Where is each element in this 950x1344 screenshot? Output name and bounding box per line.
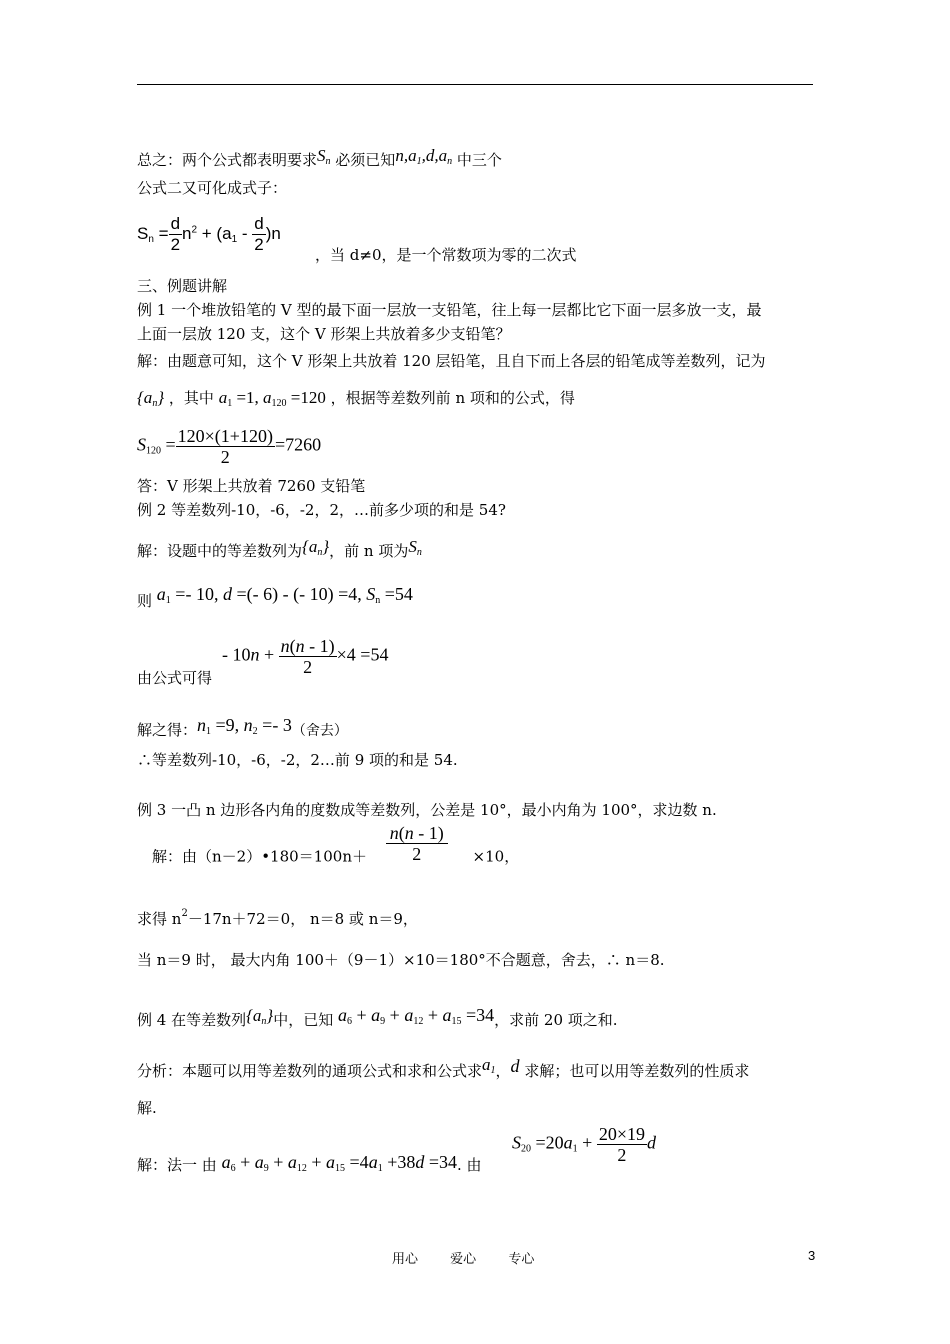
math-seq-an: $\{a_n\}$	[137, 388, 165, 409]
ex1-line1: 例 1 一个堆放铅笔的 V 型的最下面一层放一支铅笔，往上每一层都比它下面一层多放一支，最	[137, 301, 762, 319]
math-method1-eq: $a_6 + a_9 + a_{12} + a_{15} =4a_1 +38d =34$	[221, 1152, 457, 1174]
math-seq-an-3: $\{a_n\}$	[246, 1006, 274, 1027]
math-s20: $S_{20} =20a_1$ + $\frac{20\times 19}{2}$ d	[512, 1124, 656, 1165]
page-footer	[392, 1248, 562, 1267]
ex3-check: 当 n＝9 时， 最大内角 100＋（9－1）×10＝180°不合题意，舍去，∴ n＝8.	[137, 951, 665, 969]
math-d: d	[510, 1056, 520, 1076]
ex1-line2: 上面一层放 120 支，这个 V 形架上共放着多少支铅笔？	[137, 325, 511, 343]
summary-line: 总之：两个公式都表明要求$S_n$ 必须已知$n,a_1,d,a_n$ 中三个	[137, 146, 502, 169]
ex3-question: 例 3 一凸 n 边形各内角的度数成等差数列，公差是 10°，最小内角为 100°，求边数 n.	[137, 801, 717, 819]
ex2-setup: 解：设题中的等差数列为$\{a_n\}$，前 n 项为$S_n$	[137, 537, 422, 560]
ex2-solve: 解之得：$n_1 =9$, $n_2 =- 3$（舍去）	[137, 715, 348, 739]
math-seq-an-2: $\{a_n\}$	[302, 537, 330, 558]
ex2-question: 例 2 等差数列-10，-6，-2，2，…前多少项的和是 54?	[137, 501, 506, 519]
ex2-conclusion: ∴等差数列-10，-6，-2，2…前 9 项的和是 54.	[137, 751, 458, 769]
math-ex2-equation: - 10n + $\frac{n(n - 1)}{2}$ ×4 =54	[222, 636, 389, 677]
analysis-line: 分析：本题可以用等差数列的通项公式和求和公式求$a_1$，d 求解；也可以用等差数列的性质求	[137, 1055, 750, 1080]
formula2-note: ，当 d≠0，是一个常数项为零的二次式	[315, 246, 577, 264]
header-rule	[137, 84, 813, 85]
math-ex1-given: $a_1 =1$, $a_{120} =120$	[218, 388, 326, 409]
math-ex2-values: $a_1 =- 10$, d =(- 6) - (- 10) =4, $S_n =54$	[156, 584, 413, 606]
page-number: 3	[808, 1248, 816, 1263]
ex1-sol2: $\{a_n\}$ ，其中 $a_1 =1$, $a_{120} =120$ ，根据等差数列前 n 项和的公式，得	[137, 388, 575, 409]
footer-item: 爱心	[450, 1252, 477, 1267]
formula2-sn: $S_n$ = $\frac{d}{2}$ $n^2 + (a_1$ - $\frac{d}{2}$ )n	[137, 214, 281, 254]
ex1-sol1: 解：由题意可知，这个 V 形架上共放着 120 层铅笔，且自下而上各层的铅笔成等差数列，记为	[137, 352, 766, 370]
math-ex4-given: $a_6 + a_9 + a_{12} + a_{15} =34$	[338, 1005, 495, 1027]
footer-item: 专心	[508, 1252, 535, 1267]
math-ex2-roots: $n_1 =9$, $n_2 =- 3$	[197, 715, 292, 737]
ex2-then: 则 $a_1 =- 10$, d =(- 6) - (- 10) =4, $S_n =54$	[137, 584, 413, 610]
ex2-by: 由公式可得	[137, 669, 213, 687]
section-title: 三、例题讲解	[137, 277, 228, 295]
math-vars: $n,a_1,d,a_n$	[395, 146, 453, 167]
math-a1: $a_1$	[482, 1055, 496, 1076]
ex1-answer: 答：V 形架上共放着 7260 支铅笔	[137, 477, 366, 495]
footer-item: 用心	[392, 1252, 419, 1267]
math-sn-2: $S_n$	[408, 537, 422, 558]
math-s120: $S_{120}$ = $\frac{120\times(1+120)}{2}$ =7260	[137, 426, 322, 467]
analysis-cont: 解.	[137, 1099, 157, 1117]
math-ex3-fraction: $\frac{n(n - 1)}{2}$	[386, 823, 448, 864]
ex4-question: 例 4 在等差数列$\{a_n\}$中，已知 $a_6 + a_9 + a_{12} + a_{15} =34$，求前 20 项之和.	[137, 1005, 618, 1029]
method1-line: 解：法一 由 $a_6 + a_9 + a_{12} + a_{15} =4a_1 +38d =34$. 由	[137, 1152, 482, 1174]
formula2-intro: 公式二又可化成式子：	[137, 179, 288, 197]
ex3-result: 求得 $n^2-17n+72=0$， n＝8 或 n＝9，	[137, 908, 418, 928]
ex3-solution: 解：由（n－2）•180＝100n＋ $\frac{n(n - 1)}{2}$ ×10，	[152, 823, 520, 866]
math-sn: $S_n$	[317, 146, 331, 167]
